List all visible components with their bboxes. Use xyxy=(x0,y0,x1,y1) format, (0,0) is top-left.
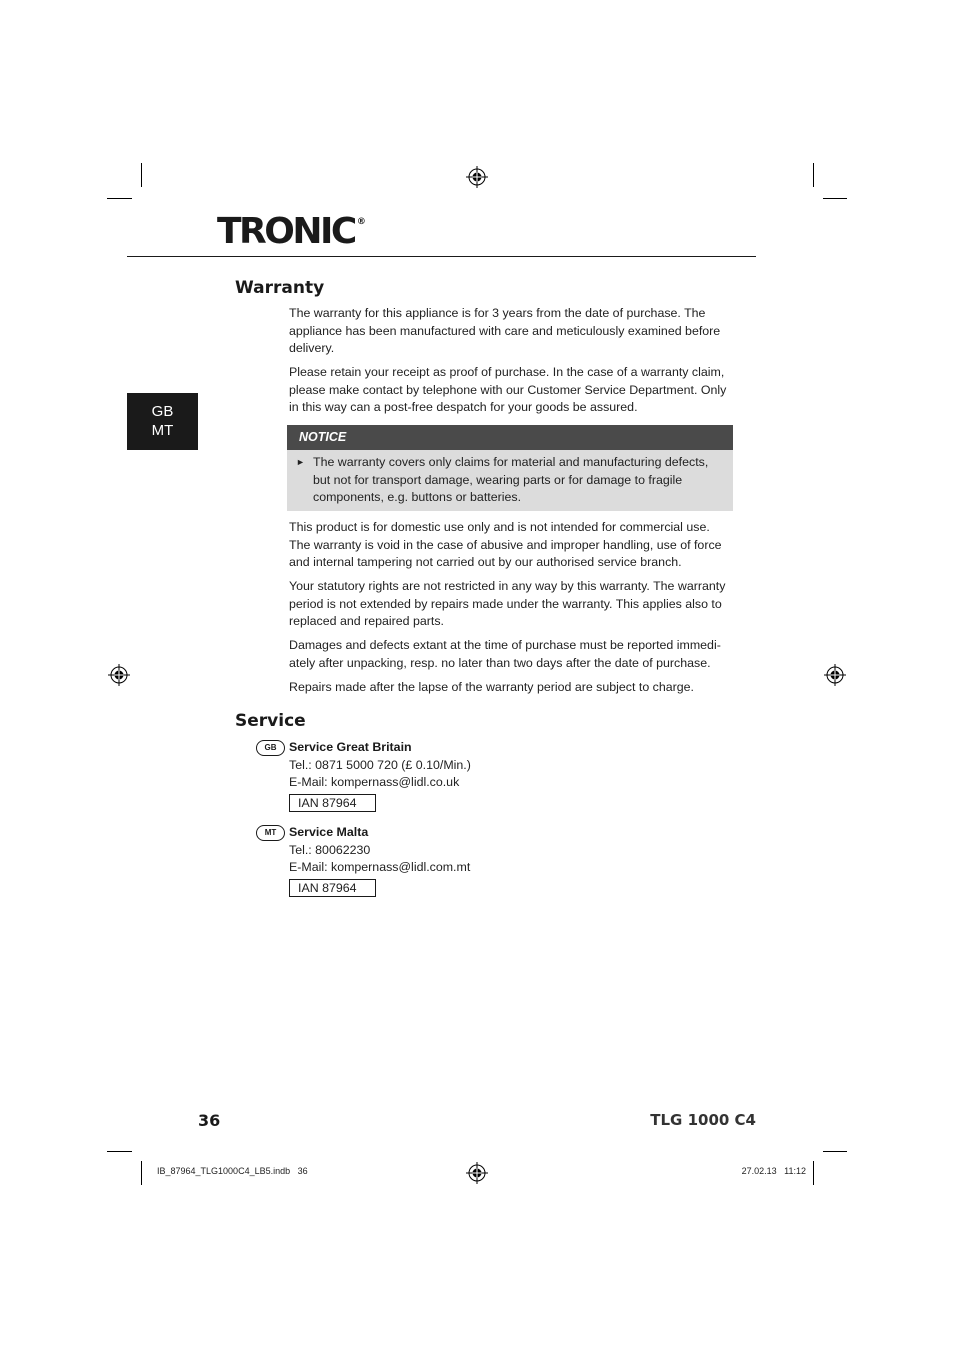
model-name: TLG 1000 C4 xyxy=(650,1111,756,1129)
service-email: E-Mail: kompernass@lidl.co.uk xyxy=(289,775,460,789)
paragraph: Repairs made after the lapse of the warranty period are subject to charge. xyxy=(289,679,694,694)
page-number: 36 xyxy=(198,1111,221,1130)
service-heading: Service xyxy=(235,711,306,731)
crop-mark xyxy=(823,198,847,199)
service-email: E-Mail: kompernass@lidl.com.mt xyxy=(289,860,471,874)
registration-mark-icon xyxy=(108,664,130,686)
arrow-right-icon: ► xyxy=(296,457,305,467)
ian-box: IAN 87964 xyxy=(289,879,376,897)
warranty-details xyxy=(289,519,734,703)
warranty-heading: Warranty xyxy=(235,278,325,298)
paragraph: This product is for domestic use only and is not intended for commercial use. The warranty is void in the case of abusive and improper handling, use of force and internal tampering not carried out by our authorised service branch. xyxy=(289,520,722,569)
print-slug-file: IB_87964_TLG1000C4_LB5.indb 36 xyxy=(157,1166,308,1176)
header-divider xyxy=(127,256,756,257)
registration-mark-icon xyxy=(466,1162,488,1184)
crop-mark xyxy=(141,1161,142,1185)
registration-mark-icon xyxy=(466,166,488,188)
service-tel: Tel.: 0871 5000 720 (£ 0.10/Min.) xyxy=(289,757,471,772)
ian-box: IAN 87964 xyxy=(289,794,376,812)
country-badge-gb: GB xyxy=(256,740,285,756)
notice-text: The warranty covers only claims for material and manufacturing defects, but not for transport damage, wearing parts or for damage to fragile components, e.g. buttons or batteries. xyxy=(313,455,709,504)
brand-logo: TRONIC ® xyxy=(217,211,366,252)
notice-body xyxy=(287,450,733,511)
paragraph: The warranty for this appliance is for 3 years from the date of purchase. The appliance has been manufactured with care and meticulously examined before delivery. xyxy=(289,306,721,355)
paragraph: Your statutory rights are not restricted in any way by this warranty. The warranty period is not extended by repairs made under the warranty. This applies also to replaced and repaired parts. xyxy=(289,579,726,628)
service-entry-mt: Service Malta Tel.: 80062230 E-Mail: kompernass@lidl.com.mt IAN 87964 xyxy=(289,825,471,895)
crop-mark xyxy=(813,163,814,187)
country-badge-mt: MT xyxy=(256,825,285,841)
crop-mark xyxy=(141,163,142,187)
crop-mark xyxy=(107,1151,132,1152)
notice-label: NOTICE xyxy=(287,425,733,450)
crop-mark xyxy=(813,1161,814,1185)
service-entry-gb: Service Great Britain Tel.: 0871 5000 720 (£ 0.10/Min.) E-Mail: kompernass@lidl.co.uk IAN 87964 xyxy=(289,740,471,810)
paragraph: Damages and defects extant at the time of purchase must be reported immedi-ately after unpacking, resp. no later than two days after the date of purchase. xyxy=(289,638,721,670)
language-tab: GB MT xyxy=(127,393,198,450)
paragraph: Please retain your receipt as proof of purchase. In the case of a warranty claim, please make contact by telephone with our Customer Service Department. Only in this way can a post-free despatch for your goods be assured. xyxy=(289,365,727,414)
service-tel: Tel.: 80062230 xyxy=(289,842,371,857)
registration-mark-icon xyxy=(824,664,846,686)
crop-mark xyxy=(823,1151,847,1152)
warranty-intro xyxy=(289,305,734,423)
notice-box xyxy=(287,425,733,511)
crop-mark xyxy=(107,198,132,199)
print-slug-datetime: 27.02.13 11:12 xyxy=(741,1166,806,1176)
